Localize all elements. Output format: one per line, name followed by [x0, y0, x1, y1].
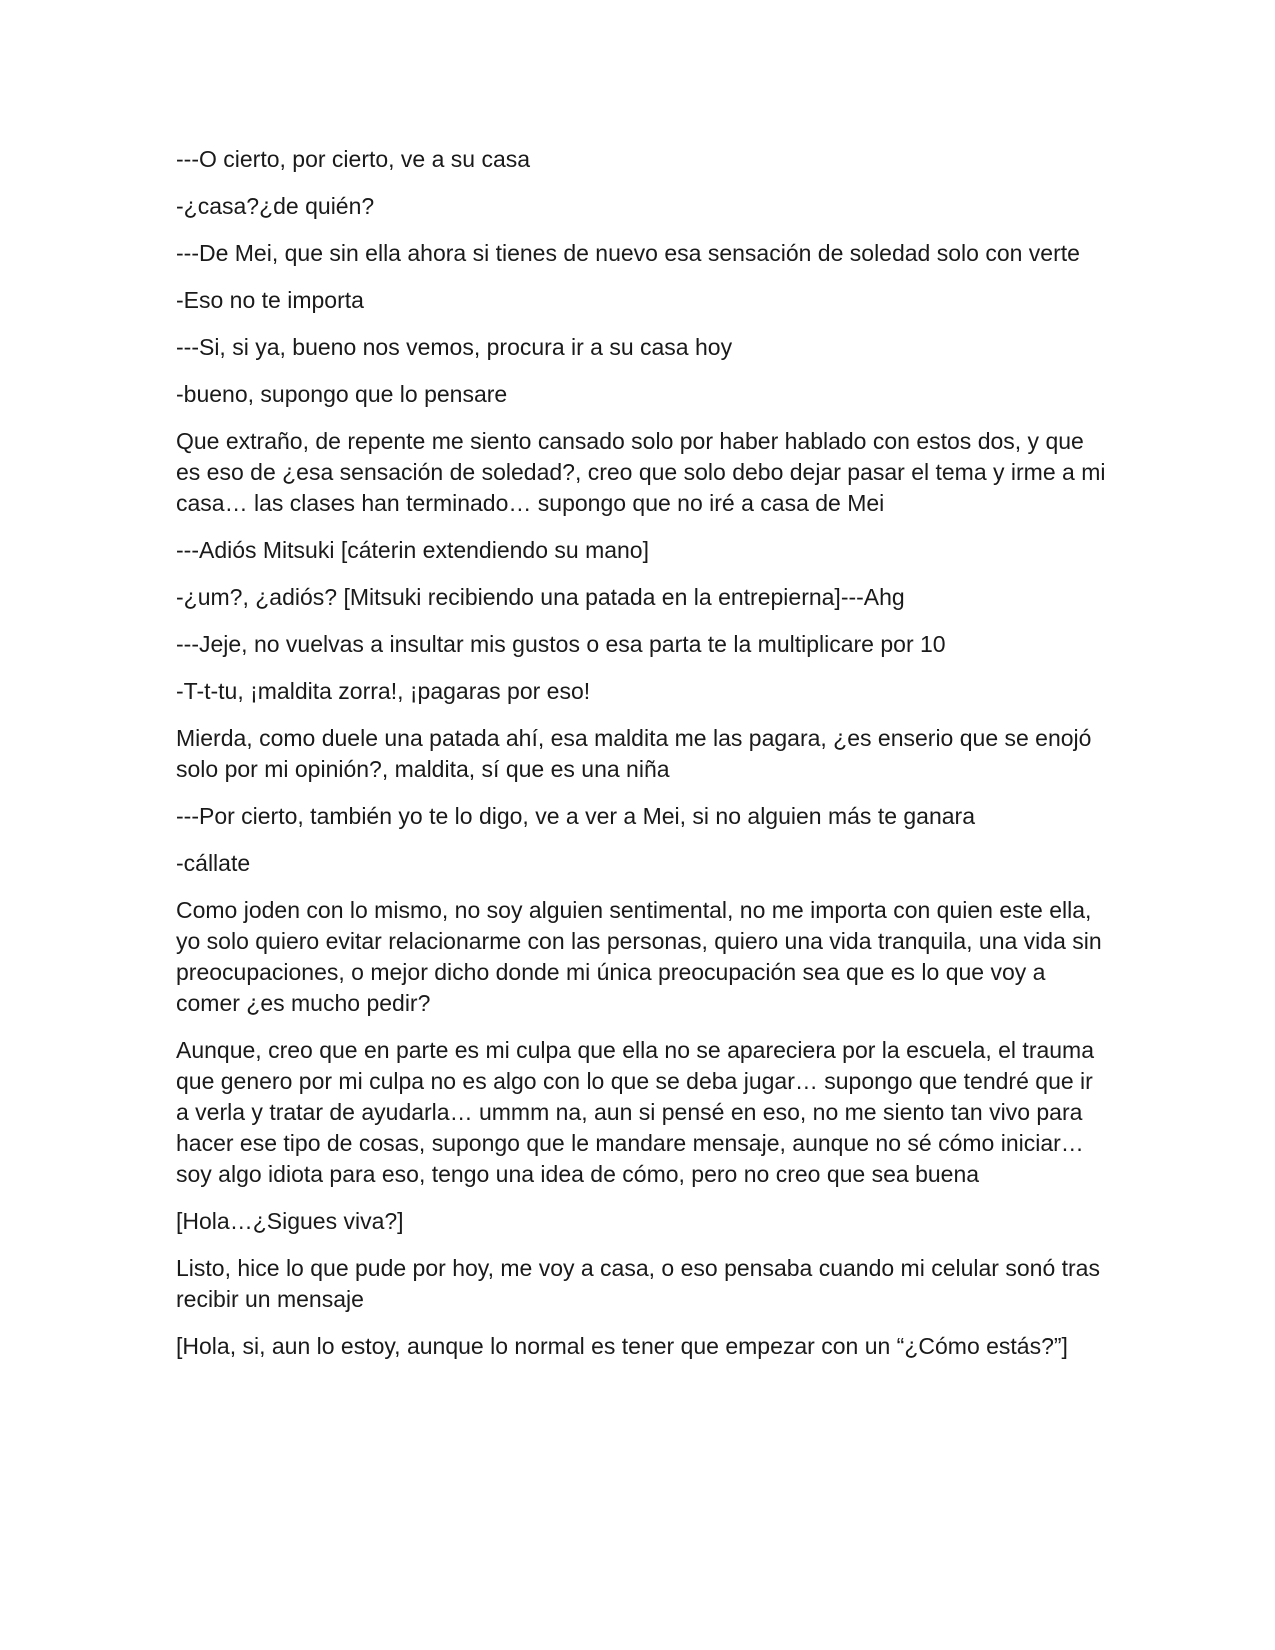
paragraph-15: Como joden con lo mismo, no soy alguien sentimental, no me importa con quien este ella, yo solo quiero evitar relacionarme con las personas, quiero una vida tranquila, una vida sin preocupaciones, o mejor dicho donde mi única preocupación sea que es lo que voy a comer ¿es mucho pedir?: [176, 897, 1102, 1016]
paragraph-13: ---Por cierto, también yo te lo digo, ve a ver a Mei, si no alguien más te ganara: [176, 803, 976, 829]
paragraph-10: ---Jeje, no vuelvas a insultar mis gustos o esa parta te la multiplicare por 10: [176, 631, 946, 657]
paragraph-14: -cállate: [176, 850, 251, 876]
paragraph-6: -bueno, supongo que lo pensare: [176, 381, 508, 407]
document-body: [176, 144, 1106, 1378]
paragraph-19: [Hola, si, aun lo estoy, aunque lo normal es tener que empezar con un “¿Cómo estás?”]: [176, 1333, 1068, 1359]
paragraph-7: Que extraño, de repente me siento cansado solo por haber hablado con estos dos, y que es eso de ¿esa sensación de soledad?, creo que solo debo dejar pasar el tema y irme a mi casa… las clases han terminado… supongo que no iré a casa de Mei: [176, 428, 1106, 516]
paragraph-11: -T-t-tu, ¡maldita zorra!, ¡pagaras por eso!: [176, 678, 591, 704]
paragraph-17: [Hola…¿Sigues viva?]: [176, 1208, 404, 1234]
paragraph-16: Aunque, creo que en parte es mi culpa que ella no se apareciera por la escuela, el trauma que genero por mi culpa no es algo con lo que se deba jugar… supongo que tendré que ir a verla y tratar de ayudarla… ummm na, aun si pensé en eso, no me siento tan vivo para hacer ese tipo de cosas, supongo que le mandare mensaje, aunque no sé cómo iniciar… soy algo idiota para eso, tengo una idea de cómo, pero no creo que sea buena: [176, 1037, 1095, 1187]
paragraph-12: Mierda, como duele una patada ahí, esa maldita me las pagara, ¿es enserio que se enojó solo por mi opinión?, maldita, sí que es una niña: [176, 725, 1092, 782]
paragraph-3: ---De Mei, que sin ella ahora si tienes de nuevo esa sensación de soledad solo con verte: [176, 240, 1080, 266]
paragraph-18: Listo, hice lo que pude por hoy, me voy a casa, o eso pensaba cuando mi celular sonó tras recibir un mensaje: [176, 1255, 1100, 1312]
paragraph-4: -Eso no te importa: [176, 287, 364, 313]
paragraph-8: ---Adiós Mitsuki [cáterin extendiendo su mano]: [176, 537, 649, 563]
paragraph-2: -¿casa?¿de quién?: [176, 193, 375, 219]
paragraph-9: -¿um?, ¿adiós? [Mitsuki recibiendo una patada en la entrepierna]---Ahg: [176, 584, 905, 610]
paragraph-1: ---O cierto, por cierto, ve a su casa: [176, 146, 531, 172]
paragraph-5: ---Si, si ya, bueno nos vemos, procura ir a su casa hoy: [176, 334, 733, 360]
